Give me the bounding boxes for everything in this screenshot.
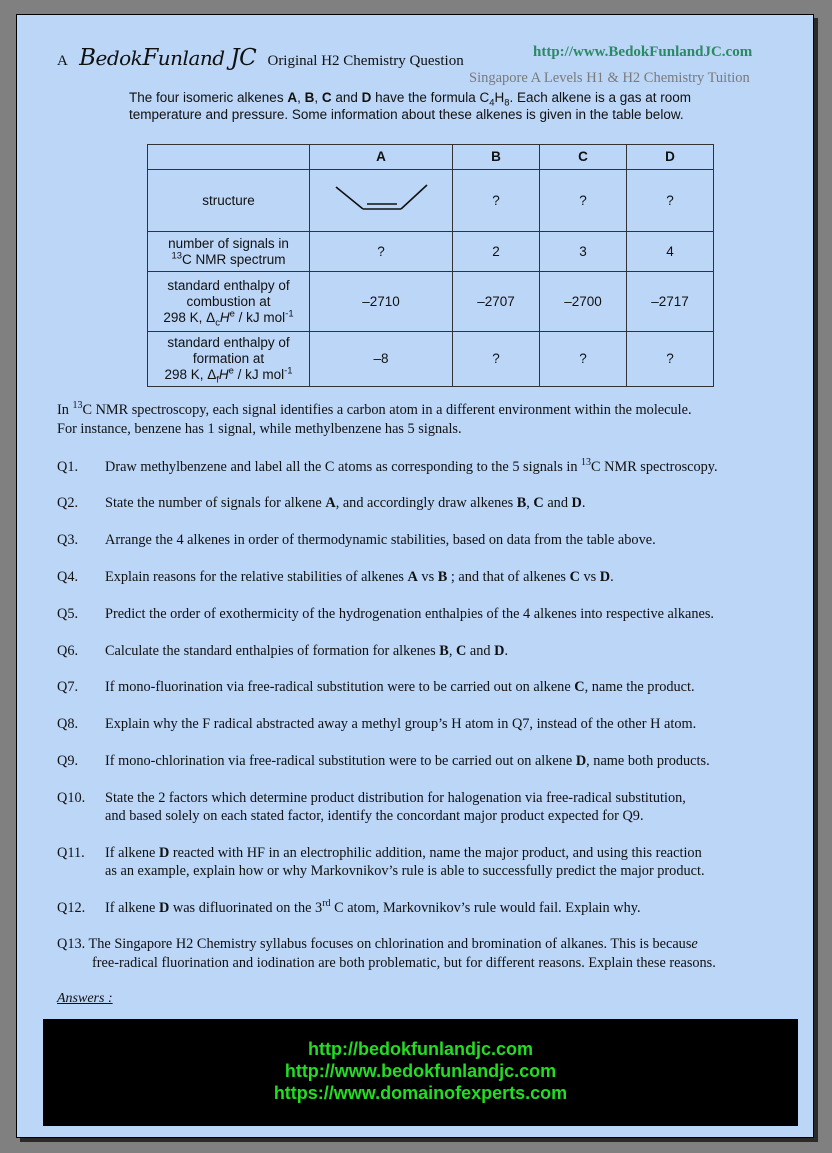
table-row-nmr bbox=[148, 232, 714, 272]
row-label-structure: structure bbox=[148, 170, 310, 232]
table-row-formation bbox=[148, 332, 714, 387]
footer-link-1[interactable]: http://bedokfunlandjc.com bbox=[308, 1039, 533, 1059]
cell-formation-d: ? bbox=[627, 332, 714, 387]
answers-label: Answers : bbox=[57, 991, 113, 1006]
row-label-combustion: standard enthalpy of combustion at 298 K, $\Delta_cH^e$ / kJ mol$^{-1}$ bbox=[148, 272, 310, 332]
header-title-text: Original H2 Chemistry Question bbox=[267, 53, 464, 69]
table-header-a: A bbox=[310, 145, 453, 170]
brand-letter-f: F bbox=[142, 45, 158, 71]
alkene-data-table bbox=[147, 144, 714, 387]
cell-combustion-b: –2707 bbox=[453, 272, 540, 332]
cell-nmr-a: ? bbox=[310, 232, 453, 272]
brand-edok: edok bbox=[95, 46, 143, 70]
table-row-combustion bbox=[148, 272, 714, 332]
nmr-explanation: In $^{13}$C NMR spectroscopy, each signal identifies a carbon atom in a different environment within the molecule. For instance, benzene has 1 signal, while methylbenzene has 5 signals. bbox=[57, 400, 692, 437]
cell-structure-c: ? bbox=[540, 170, 627, 232]
cell-formation-b: ? bbox=[453, 332, 540, 387]
table-header-c: C bbox=[540, 145, 627, 170]
table-header-d: D bbox=[627, 145, 714, 170]
table-header-b: B bbox=[453, 145, 540, 170]
footer-links-banner bbox=[43, 1019, 798, 1126]
cell-combustion-a: –2710 bbox=[310, 272, 453, 332]
brand-logo bbox=[79, 46, 256, 70]
header-subtitle: Singapore A Levels H1 & H2 Chemistry Tuition bbox=[469, 70, 750, 86]
cell-nmr-c: 3 bbox=[540, 232, 627, 272]
butene-skeletal-structure-icon bbox=[310, 170, 453, 232]
row-label-nmr: number of signals in $^{13}$C NMR spectrum bbox=[148, 232, 310, 272]
cell-nmr-b: 2 bbox=[453, 232, 540, 272]
brand-unland: unland bbox=[157, 46, 225, 70]
cell-nmr-d: 4 bbox=[627, 232, 714, 272]
brand-jc: JC bbox=[230, 45, 257, 71]
footer-link-3[interactable]: https://www.domainofexperts.com bbox=[273, 1083, 568, 1103]
header-title bbox=[57, 45, 464, 71]
cell-combustion-c: –2700 bbox=[540, 272, 627, 332]
cell-combustion-d: –2717 bbox=[627, 272, 714, 332]
document-page: A BedokFunland JC Original H2 Chemistry Question http://www.BedokFunlandJC.com Singapore A Levels H1 & H2 Chemistry Tuition The four isomeric alkenes A, B, C and D have the formula $C_4H_8$. Each alkene is a gas at room temperature and pressure. Some information about these alkenes is given in the table below. A B C D structure ? ? ? number of signals in $^{13}$C NMR spectrum ? 2 3 4 standard enthalpy of combustion at 298 K, $\Delta_cH^e$ / kJ mol$^{-1}$ –2710 –2707 –2700 –2717 standard enthalpy of formation at 298 K, $\Delta_fH^e$ / kJ mol$^{-1}$ –8 ? ? ? In $^{13}$C NMR spectroscopy, each signal identifies a carbon atom in a different environment within the molecule. For instance, benzene has 1 signal, while methylbenzene has 5 signals. Q1. Draw methylbenzene and label all the C atoms as corresponding to the 5 signals in $^{13}$C NMR spectroscopy. Q2. State the number of signals for alkene A, and accordingly draw alkenes B, C and D. Q3. Arrange the 4 alkenes in order of thermodynamic stabilities, based on data from the table above. Q4. Explain reasons for the relative stabilities of alkenes A vs B ; and that of alkenes C vs D. Q5. Predict the order of exothermicity of the hydrogenation enthalpies of the 4 alkenes into respective alkanes. Q6. Calculate the standard enthalpies of formation for alkenes B, C and D. Q7. If mono-fluorination via free-radical substitution were to be carried out on alkene C, name the product. Q8. Explain why the F radical abstracted away a methyl group’s H atom in Q7, instead of the other H atom. Q9. If mono-chlorination via free-radical substitution were to be carried out on alkene D, name both products. Q10. State the 2 factors which determine product distribution for halogenation via free-radical substitution, and based solely on each stated factor, identify the concordant major product expected for Q9. Q11. If alkene D reacted with HF in an electrophilic addition, name the major product, and using this reaction as an example, explain how or why Markovnikov’s rule is able to successfully predict the major product. Q12. If alkene D was difluorinated on the 3rd C atom, Markovnikov’s rule would fail. Explain why. Q13. The Singapore H2 Chemistry syllabus focuses on chlorination and bromination of alkanes. This is because free-radical fluorination and iodination are both problematic, but for different reasons. Explain these reasons. Answers : http://bedokfunlandjc.com http://www.bedokfunlandjc.com https://www.domainofexperts.com bbox=[16, 14, 814, 1138]
row-label-formation: standard enthalpy of formation at 298 K, $\Delta_fH^e$ / kJ mol$^{-1}$ bbox=[148, 332, 310, 387]
question-q13: Q13. The Singapore H2 Chemistry syllabus focuses on chlorination and bromination of alkanes. This is because free-radical fluorination and iodination are both problematic, but for different reasons. Explain these reasons. bbox=[57, 936, 716, 971]
cell-structure-b: ? bbox=[453, 170, 540, 232]
cell-formation-c: ? bbox=[540, 332, 627, 387]
footer-link-2[interactable]: http://www.bedokfunlandjc.com bbox=[284, 1061, 557, 1081]
cell-formation-a: –8 bbox=[310, 332, 453, 387]
table-header-empty bbox=[148, 145, 310, 170]
brand-letter-b: B bbox=[79, 45, 96, 71]
header-url-link[interactable]: http://www.BedokFunlandJC.com bbox=[533, 44, 753, 60]
table-row-structure bbox=[148, 170, 714, 232]
intro-paragraph: The four isomeric alkenes A, B, C and D have the formula $C_4H_8$. Each alkene is a gas at room temperature and pressure. Some information about these alkenes is given in the table below. bbox=[129, 90, 692, 122]
header-prefix: A bbox=[57, 53, 68, 69]
cell-structure-d: ? bbox=[627, 170, 714, 232]
